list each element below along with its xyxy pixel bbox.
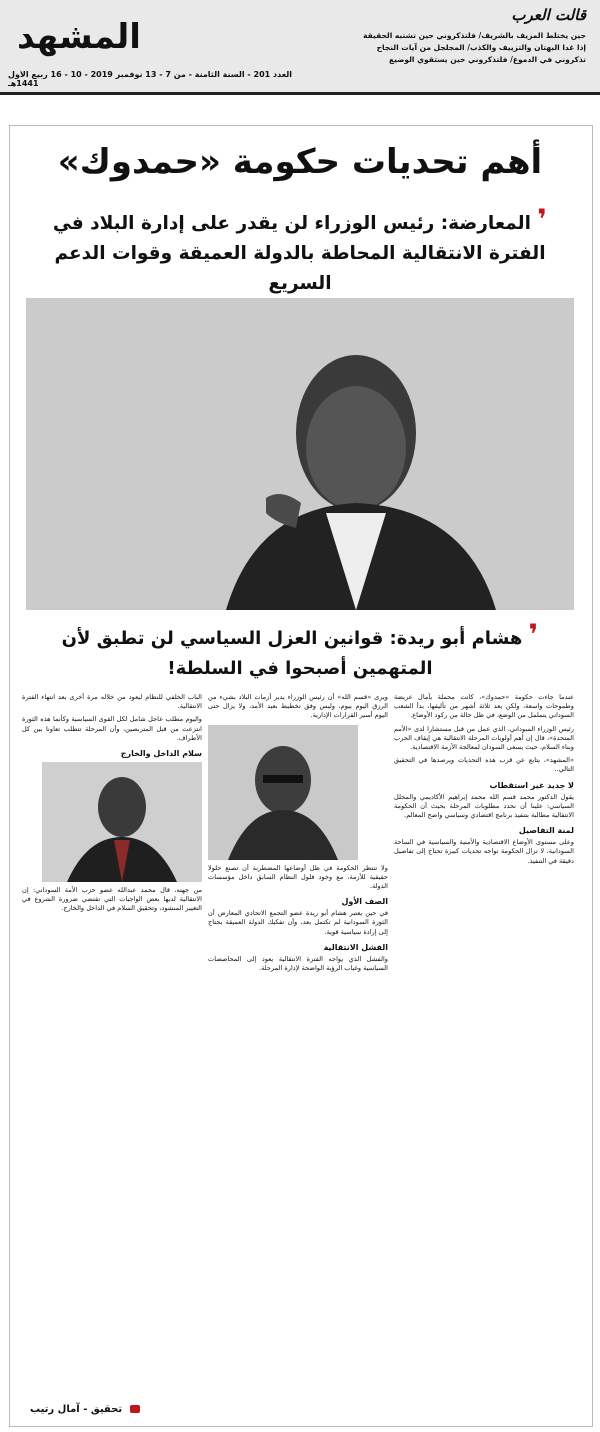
inset-photo-2 xyxy=(42,762,202,882)
qalat-line: حين يختلط المزيف بالشريف/ فلتذكروني حين تشتبه الحقيقة xyxy=(363,31,586,40)
paragraph: في حين يعتبر هشام أبو ريدة عضو التجمع الاتحادي المعارض أن الثورة السودانية لم تكتمل بعد، وأن تفكيك الدولة العميقة يحتاج إلى إرادة سياسية قوية. xyxy=(208,909,388,936)
paragraph: واليوم مطلب عاجل شامل لكل القوى السياسية وكأنما هذه الثورة انتزعت من قبل المتربصين، وأن المرحلة تتطلب تعاونا بين كل الأطراف. xyxy=(22,715,202,742)
subheadline xyxy=(26,205,574,299)
paragraph: رئيس الوزراء السوداني، الذي عمل من قبل مستشارا لدى «الأمم المتحدة»، قال إن أهم أولويات المرحلة الانتقالية هي إيقاف الحرب وبناء السلام، حيث يسعى السودان لمعالجة الأزمة الاقتصادية. xyxy=(394,724,574,752)
subheadline-2 xyxy=(30,620,570,684)
paragraph: عندما جاءت حكومة «حمدوك»، كانت محملة بآمال عريضة وطموحات واسعة، ولكن بعد ثلاثة أشهر من تأليفها، بدأ الشعب السوداني يتململ من الوضع، في ظل حالة من ركود الأوضاع. xyxy=(394,693,574,720)
paragraph: «المشهد»، يتابع عن قرب هذه التحديات ويرصدها في التحقيق التالي.. xyxy=(394,756,574,774)
paragraph: ولا تنتظر الحكومة في ظل أوضاعها المضطربة أن تصنع حلولا حقيقية للأزمة، مع وجود فلول النظام السابق داخل مؤسسات الدولة. xyxy=(208,863,388,891)
quote-icon: ❜ xyxy=(537,203,548,236)
main-photo xyxy=(26,298,574,610)
byline-flag-icon xyxy=(130,1405,140,1413)
qalat-lines xyxy=(326,30,586,66)
section-heading: الصف الأول xyxy=(341,897,388,907)
byline-text: تحقيق - آمال رتيب xyxy=(30,1404,123,1415)
svg-text:المشهد: المشهد xyxy=(17,17,141,57)
section-heading: لمنة التفاصيل xyxy=(518,826,574,836)
quote-icon: ❜ xyxy=(528,618,539,651)
paragraph: وعلى مستوى الأوضاع الاقتصادية والأمنية والسياسية في الساحة السودانية، لا تزال الحكومة تواجه تحديات كبيرة تحتاج إلى تفاصيل دقيقة في التنفيذ. xyxy=(394,838,574,865)
qalat-title: قالت العرب xyxy=(511,6,586,24)
section-heading: الفشل الانتقالية xyxy=(323,942,388,952)
issue-line: العدد 201 - السنة الثامنة - من 7 - 13 نوفمبر 2019 - 10 - 16 ربيع الاول 1441هـ xyxy=(8,70,292,88)
inset-photo-1 xyxy=(208,725,358,860)
paragraph: يقول الدكتور محمد قسم الله محمد إبراهيم الأكاديمي والمحلل السياسي: علينا أن نحدد مطلوبات المرحلة بحيث أن الحكومة الانتقالية مطالبة بتنفيذ برنامج اقتصادي وسياسي واضح المعالم. xyxy=(394,792,574,820)
paragraph: الباب الخلفي للنظام ليعود من خلاله مرة أخرى بعد انتهاء الفترة الانتقالية. xyxy=(22,693,202,711)
paragraph: من جهته، قال محمد عبدالله عضو حزب الأمة السوداني: إن الانتقالية لديها بعض الواجبات التي تقتضي ضرورة الشروع في التغيير المنشود، وتحقيق السلام في الداخل والخارج. xyxy=(22,886,202,913)
portrait-illustration xyxy=(208,725,358,860)
column-left xyxy=(22,693,202,918)
portrait-illustration xyxy=(26,298,574,610)
section-heading: لا جديد غير استقطاب xyxy=(489,780,574,790)
paragraph: والفشل الذي يواجه الفترة الانتقالية يعود إلى المحاصصات السياسية وغياب الرؤية الواضحة لإدارة المرحلة. xyxy=(208,954,388,973)
paragraph: ويرى «قسم الله» أن رئيس الوزراء يدير أزمات البلاد بشيء من الرزق اليوم بيوم، وليس وفق تخطيط بعيد الأمد، ولا يزال حتى اليوم أسير القرارات الإدارية. xyxy=(208,693,388,720)
portrait-illustration xyxy=(42,762,202,882)
column-middle xyxy=(208,693,388,977)
al-mashhad-logo xyxy=(14,8,144,66)
qalat-line: إذا غدا البهتان والتزييف والكذب/ المجلجل من آيات النجاح xyxy=(376,43,586,52)
column-right xyxy=(394,693,574,870)
section-heading: سلام الداخل والخارج xyxy=(120,749,202,759)
qalat-line: تذكروني في الدموع/ فلتذكروني حين يستقوي الوضيع xyxy=(388,55,586,64)
byline xyxy=(30,1404,140,1415)
headline: أهم تحديات حكومة «حمدوك» xyxy=(57,142,543,182)
masthead xyxy=(0,0,600,95)
subheadline-text: المعارضة: رئيس الوزراء لن يقدر على إدارة البلاد في الفترة الانتقالية المحاطة بالدولة العميقة وقوات الدعم السريع xyxy=(52,213,546,294)
subheadline-2-text: هشام أبو ريدة: قوانين العزل السياسي لن تطبق لأن المتهمين أصبحوا في السلطة! xyxy=(61,628,523,679)
